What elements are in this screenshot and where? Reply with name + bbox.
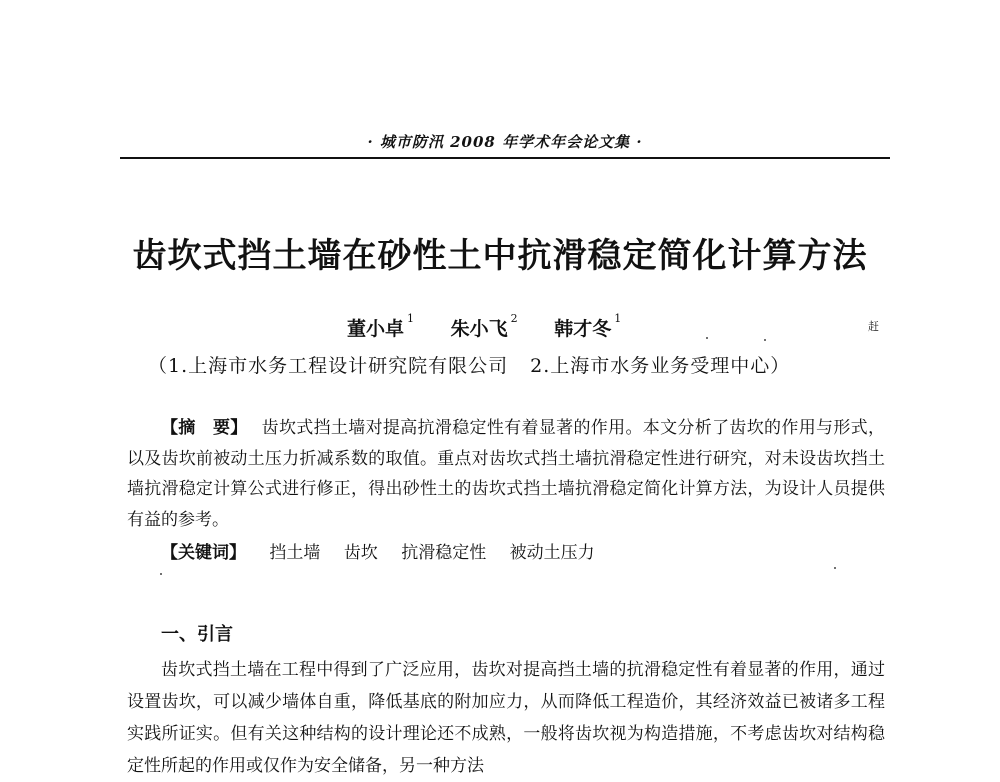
affiliations: （1.上海市水务工程设计研究院有限公司 2.上海市水务业务受理中心） xyxy=(148,355,791,377)
author-list xyxy=(347,314,651,341)
author: 董小卓 $^1$ xyxy=(347,312,415,340)
header-rule xyxy=(120,157,890,159)
abstract-label: 【摘 要】 xyxy=(161,418,248,438)
speck xyxy=(160,573,162,575)
running-header: · 城市防汛 2008 年学术年会论文集 · xyxy=(367,133,643,151)
body-paragraph: 齿坎式挡土墙在工程中得到了广泛应用，齿坎对提高挡土墙的抗滑稳定性有着显著的作用，通过设置齿坎，可以减少墙体自重，降低基底的附加应力，从而降低工程造价，其经济效益已被诸多工程实践所证实。但有关这种结构的设计理论还不成熟，一般将齿坎视为构造措施，不考虑齿坎对结构稳定性所起的作用或仅作为安全储备，另一种方法 xyxy=(127,660,885,776)
speck xyxy=(834,567,836,569)
keyword: 挡土墙 xyxy=(269,543,321,563)
speck xyxy=(706,337,708,339)
abstract xyxy=(127,413,885,535)
keyword: 齿坎 xyxy=(343,543,378,563)
keyword: 被动土压力 xyxy=(509,543,595,563)
stray-mark: 赶 xyxy=(868,320,879,333)
keywords-label: 【关键词】 xyxy=(161,543,246,563)
keyword: 抗滑稳定性 xyxy=(401,543,487,563)
section-heading: 一、引言 xyxy=(161,624,233,645)
paper-title: 齿坎式挡土墙在砂性土中抗滑稳定简化计算方法 xyxy=(132,236,868,276)
author: 韩才冬 $^1$ xyxy=(554,312,622,340)
keywords xyxy=(161,538,613,563)
speck xyxy=(764,339,766,341)
author: 朱小飞 $^2$ xyxy=(450,312,518,340)
abstract-text: 齿坎式挡土墙对提高抗滑稳定性有着显著的作用。本文分析了齿坎的作用与形式，以及齿坎前被动土压力折减系数的取值。重点对齿坎式挡土墙抗滑稳定性进行研究，对未设齿坎挡土墙抗滑稳定计算公式进行修正，得出砂性土的齿坎式挡土墙抗滑稳定简化计算方法，为设计人员提供有益的参考。 xyxy=(127,418,885,530)
